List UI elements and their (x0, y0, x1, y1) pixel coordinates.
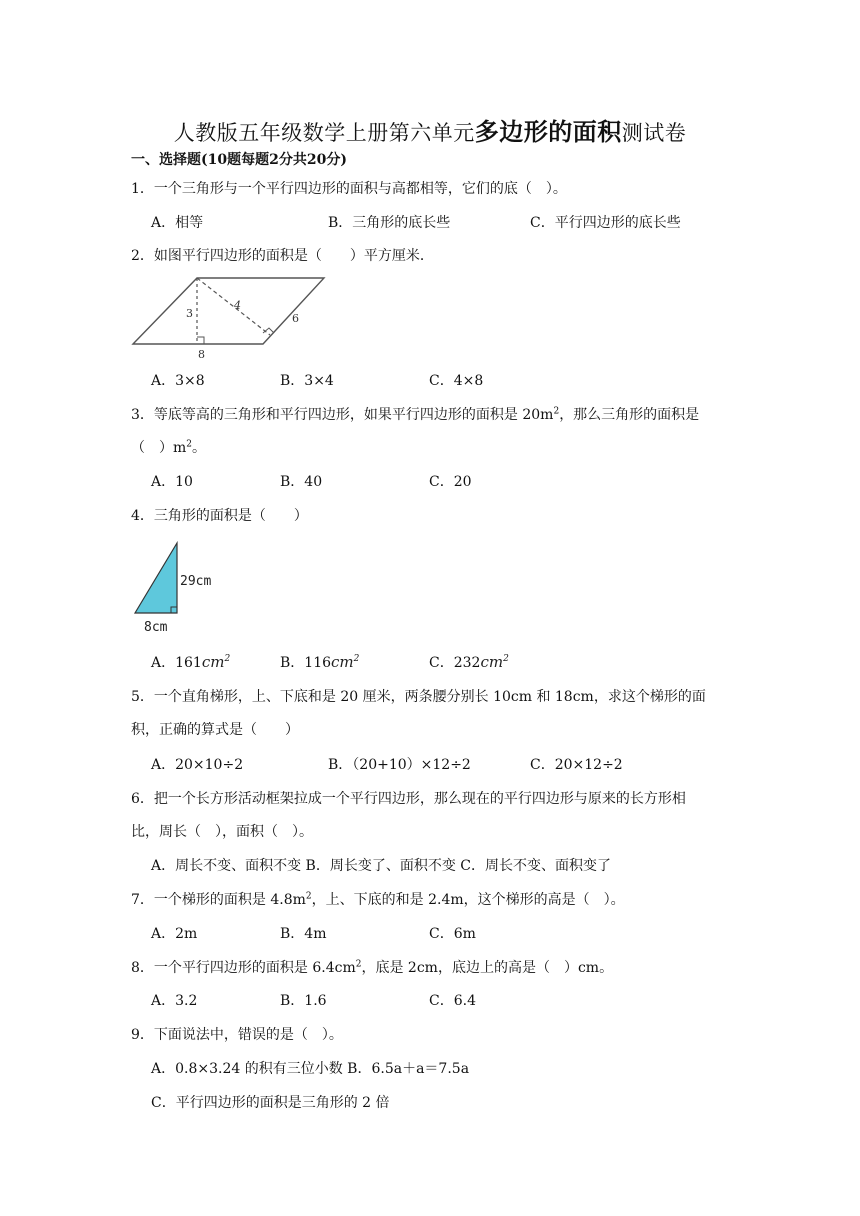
question-3-text-line-1 (131, 405, 699, 425)
question-3-option-a: A．10 (151, 474, 193, 490)
question-5-option-a: A．20×10÷2 (151, 757, 244, 773)
label-side: 6 (292, 312, 299, 325)
title-part-2: 多边形的面积 (474, 117, 622, 146)
q3-part-4: 。 (192, 440, 207, 456)
question-8-text (131, 958, 613, 978)
question-5-text-line-2: 积，正确的算式是（ ） (131, 722, 299, 738)
question-7-text (131, 890, 625, 910)
question-4-text: 4．三角形的面积是（ ） (131, 508, 308, 524)
question-5-option-c: C．20×12÷2 (530, 757, 623, 773)
question-1-option-b: B．三角形的底长些 (328, 215, 451, 231)
question-2-option-c: C．4×8 (429, 373, 484, 389)
q7-superscript: 2 (305, 891, 312, 902)
question-3-option-c: C．20 (429, 474, 472, 490)
q4-c-unit-sup: 2 (503, 654, 509, 664)
q3-part-1: 3．等底等高的三角形和平行四边形，如果平行四边形的面积是 20m (131, 407, 554, 423)
q4-c-unit (480, 653, 508, 671)
label-height: 3 (186, 307, 193, 320)
q4-a-value: A．161 (151, 655, 202, 671)
question-1-option-c: C．平行四边形的底长些 (530, 215, 681, 231)
question-7-option-b: B．4m (280, 926, 327, 942)
q4-b-value: B．116 (280, 655, 332, 671)
right-triangle-figure (130, 538, 225, 636)
question-3-text-line-2 (131, 438, 206, 458)
question-8-option-a: A．3.2 (151, 993, 198, 1009)
question-7-option-a: A．2m (151, 926, 198, 942)
question-6-options: A．周长不变、面积不变 B．周长变了、面积不变 C．周长不变、面积变了 (151, 858, 612, 874)
question-4-option-c (429, 652, 509, 673)
q7-part-1: 7．一个梯形的面积是 4.8m (131, 892, 306, 908)
q4-b-unit-sup: 2 (353, 654, 360, 664)
question-5-option-b: B．（20+10）×12÷2 (328, 757, 471, 773)
label-base: 8 (198, 348, 205, 361)
q4-b-unit-text: cm (331, 653, 354, 671)
q7-part-2: ，上、下底的和是 2.4m，这个梯形的高是（ ）。 (311, 892, 625, 908)
question-2-option-a: A．3×8 (151, 373, 205, 389)
title-part-1: 人教版五年级数学上册第六单元 (173, 121, 475, 145)
q4-a-unit-sup: 2 (224, 654, 231, 664)
triangle-height-label: 29cm (180, 574, 212, 589)
question-4-option-b (280, 652, 359, 673)
question-9-text: 9．下面说法中，错误的是（ ）。 (131, 1027, 343, 1043)
triangle-base-label: 8cm (144, 620, 168, 635)
q8-part-1: 8．一个平行四边形的面积是 6.4cm (131, 960, 356, 976)
q3-part-2: ，那么三角形的面积是 (559, 407, 700, 423)
question-2-text: 2．如图平行四边形的面积是（ ）平方厘米． (131, 248, 434, 264)
label-diagonal-height: 4 (234, 299, 241, 312)
q3-superscript-2: 2 (186, 439, 193, 450)
question-5-text-line-1: 5．一个直角梯形，上、下底和是 20 厘米，两条腰分别长 10cm 和 18cm，求这个梯形的面 (131, 689, 706, 705)
right-angle-mark-1 (197, 337, 204, 344)
q4-c-value: C．232 (429, 655, 481, 671)
page-title (0, 112, 860, 147)
question-6-text-line-2: 比，周长（ ），面积（ ）。 (131, 824, 313, 840)
question-9-option-c: C．平行四边形的面积是三角形的 2 倍 (151, 1095, 390, 1111)
q3-superscript-1: 2 (553, 406, 560, 417)
question-6-text-line-1: 6．把一个长方形活动框架拉成一个平行四边形，那么现在的平行四边形与原来的长方形相 (131, 791, 686, 807)
q4-a-unit-text: cm (201, 653, 225, 671)
q4-b-unit (331, 653, 359, 671)
question-3-option-b: B．40 (280, 474, 323, 490)
question-1-text: 1．一个三角形与一个平行四边形的面积与高都相等，它们的底（ ）。 (131, 181, 567, 197)
q3-part-3: （ ）m (131, 440, 187, 456)
section-heading: 一、选择题(10题每题2分共20分) (131, 152, 347, 168)
question-9-options-a-b: A．0.8×3.24 的积有三位小数 B．6.5a＋a＝7.5a (151, 1061, 470, 1077)
q8-part-2: ，底是 2cm，底边上的高是（ ）cm。 (361, 960, 614, 976)
title-part-3: 测试卷 (621, 121, 687, 145)
question-8-option-c: C．6.4 (429, 993, 476, 1009)
parallelogram-shape (133, 278, 324, 344)
question-7-option-c: C．6m (429, 926, 476, 942)
question-8-option-b: B．1.6 (280, 993, 327, 1009)
triangle-shape (135, 543, 177, 613)
question-1-option-a: A．相等 (151, 215, 204, 231)
q4-c-unit-text: cm (480, 653, 504, 671)
question-4-option-a (151, 652, 230, 673)
q8-superscript: 2 (355, 959, 362, 970)
parallelogram-figure (128, 272, 333, 364)
q4-a-unit (202, 653, 230, 671)
question-2-option-b: B．3×4 (280, 373, 334, 389)
